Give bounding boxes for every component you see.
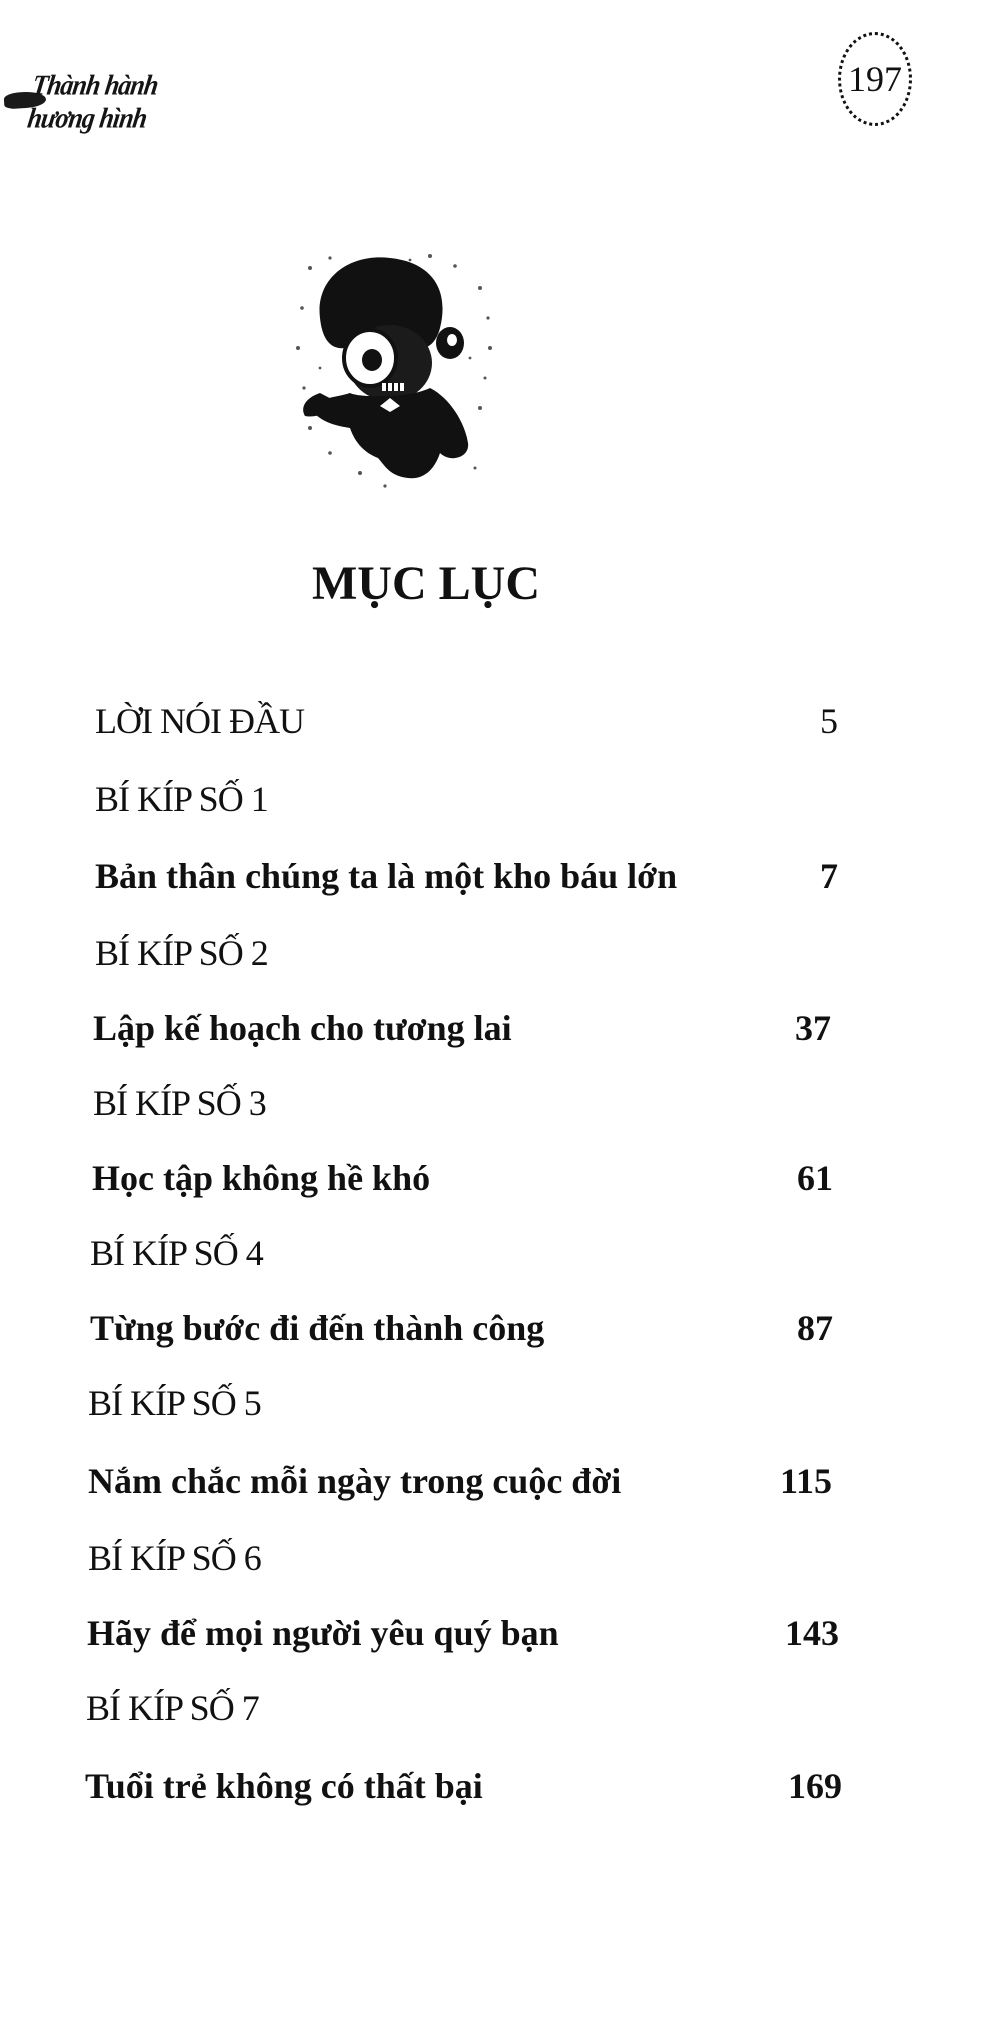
toc-entry-page: 5 (820, 701, 837, 741)
toc-entry-label: Hãy để mọi người yêu quý bạn (87, 1613, 559, 1653)
toc-chapter-entry (93, 1000, 893, 1056)
toc-chapter-entry (85, 1758, 885, 1814)
toc-section-heading (88, 1530, 888, 1586)
toc-entry-label: LỜI NÓI ĐẦU (95, 701, 304, 741)
toc-chapter-entry (92, 1150, 892, 1206)
toc-entry-label: BÍ KÍP SỐ 1 (95, 779, 268, 819)
toc-entry-label: Nắm chắc mỗi ngày trong cuộc đời (88, 1461, 622, 1501)
toc-entry-page: 143 (785, 1613, 839, 1653)
toc-section-heading (95, 771, 895, 827)
toc-entry-page: 37 (795, 1008, 831, 1048)
toc-title: MỤC LỤC (312, 557, 540, 610)
toc-entry-label: BÍ KÍP SỐ 3 (93, 1083, 266, 1123)
page-number: 197 (838, 32, 912, 126)
toc-section-heading (86, 1680, 886, 1736)
toc-chapter-entry (95, 848, 895, 904)
toc-chapter-entry (88, 1453, 888, 1509)
toc-entry-label: BÍ KÍP SỐ 7 (86, 1688, 259, 1728)
toc-entry-label: Học tập không hề khó (92, 1158, 431, 1198)
running-head (0, 69, 215, 134)
toc-section-heading (88, 1375, 888, 1431)
toc-entry-label: BÍ KÍP SỐ 4 (90, 1233, 263, 1273)
toc-entry-label: BÍ KÍP SỐ 2 (95, 933, 268, 973)
toc-entry-label: Bản thân chúng ta là một kho báu lớn (95, 856, 678, 896)
toc-entry-page: 87 (797, 1308, 833, 1348)
toc-entry-page: 7 (820, 856, 838, 896)
cartoon-character-icon (290, 248, 500, 493)
toc-entry-page: 115 (780, 1461, 833, 1501)
toc-entry-page: 169 (788, 1766, 842, 1806)
toc-entry-label: Lập kế hoạch cho tương lai (93, 1008, 512, 1048)
toc-entry-label: Từng bước đi đến thành công (90, 1308, 545, 1348)
toc-chapter-entry (87, 1605, 887, 1661)
toc-entry-label: BÍ KÍP SỐ 6 (88, 1538, 261, 1578)
toc-entry-label: BÍ KÍP SỐ 5 (88, 1383, 261, 1423)
toc-section-heading (95, 693, 895, 749)
toc-section-heading (95, 925, 895, 981)
toc-section-heading (93, 1075, 893, 1131)
toc-chapter-entry (90, 1300, 890, 1356)
running-head-text: Thành hành hương hình (25, 69, 160, 134)
toc-section-heading (90, 1225, 890, 1281)
toc-entry-page: 61 (797, 1158, 833, 1198)
toc-entry-label: Tuổi trẻ không có thất bại (85, 1766, 483, 1806)
